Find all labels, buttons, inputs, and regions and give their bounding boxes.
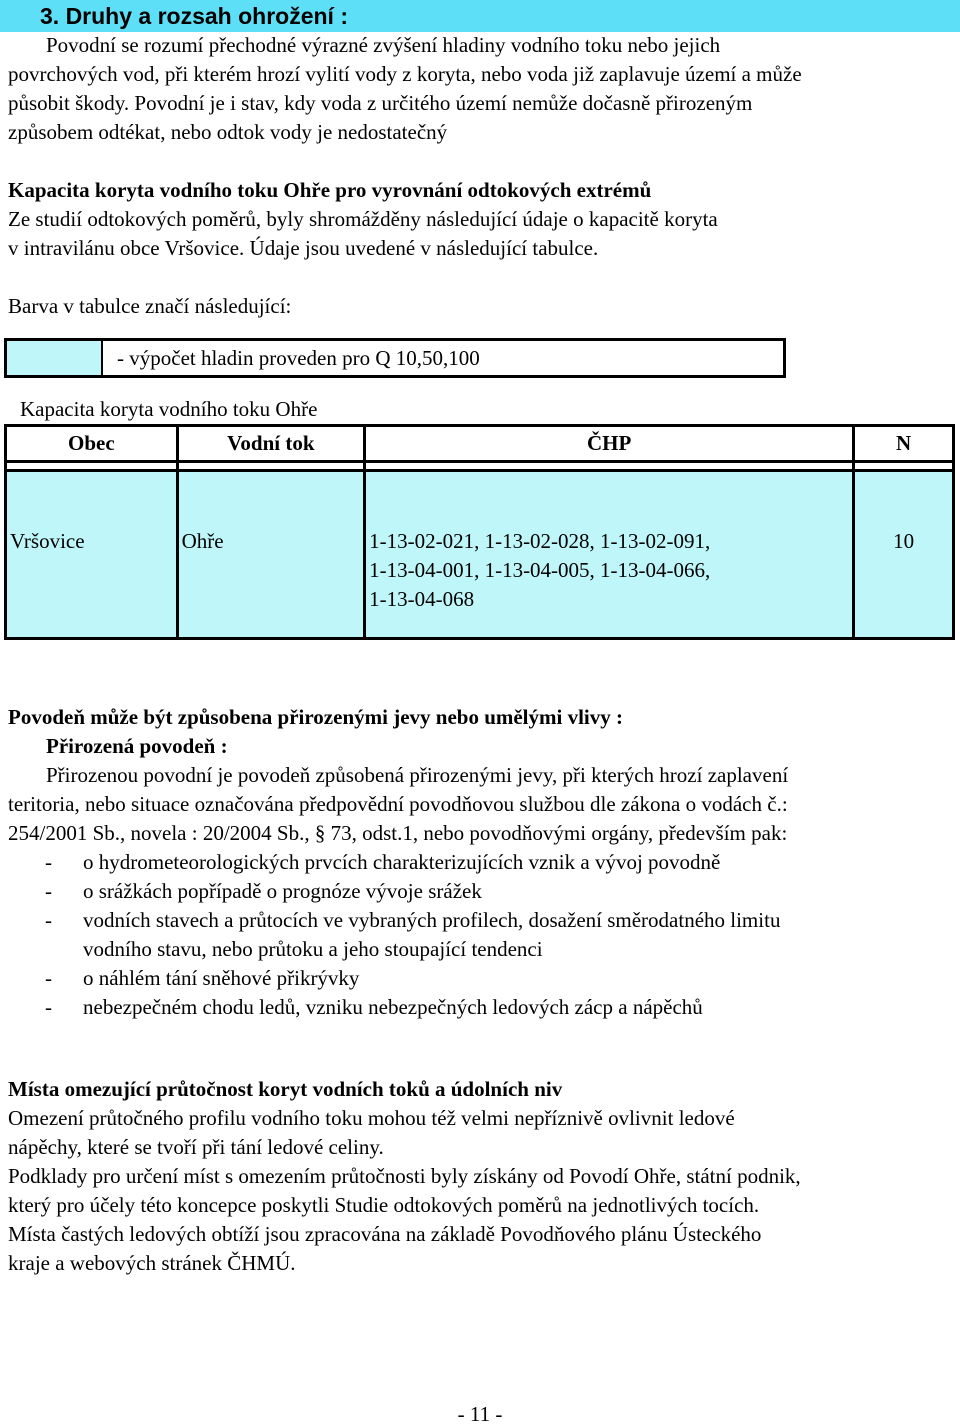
chp-line: 1-13-02-021, 1-13-02-028, 1-13-02-091, — [369, 529, 711, 553]
chp-line: 1-13-04-068 — [369, 587, 475, 611]
list-item: - nebezpečném chodu ledů, vzniku nebezpečných ledových zácp a nápěchů — [45, 995, 703, 1019]
table-header-row — [6, 426, 954, 462]
list-item: - o náhlém tání sněhové přikrývky — [45, 966, 360, 990]
cell-obec: Vršovice — [6, 471, 178, 639]
list-item-continuation: vodního stavu, nebo průtoku a jeho stoupající tendenci — [83, 937, 543, 961]
capacity-table — [4, 424, 955, 640]
intro-line: působit škody. Povodní je i stav, kdy voda z určitého území nemůže dočasně přirozeným — [8, 91, 753, 115]
chp-line: 1-13-04-001, 1-13-04-005, 1-13-04-066, — [369, 558, 711, 582]
table-row — [6, 471, 954, 639]
capacity-line: Ze studií odtokových poměrů, byly shromážděny následující údaje o kapacitě koryta — [8, 207, 718, 231]
header-obec: Obec — [6, 426, 178, 462]
color-legend-heading: Barva v tabulce značí následující: — [8, 294, 292, 318]
places-line: Místa častých ledových obtíží jsou zpracována na základě Povodňového plánu Ústeckého — [8, 1222, 762, 1246]
table-title: Kapacita koryta vodního toku Ohře — [20, 397, 318, 421]
capacity-line: v intravilánu obce Vršovice. Údaje jsou uvedené v následující tabulce. — [8, 236, 599, 260]
header-vodni-tok: Vodní tok — [177, 426, 364, 462]
places-line: kraje a webových stránek ČHMÚ. — [8, 1251, 296, 1275]
flood-heading: Povodeň může být způsobena přirozenými jevy nebo umělými vlivy : — [8, 705, 624, 729]
places-line: který pro účely této koncepce poskytli Studie odtokových poměrů na jednotlivých tocích. — [8, 1193, 760, 1217]
intro-line: způsobem odtékat, nebo odtok vody je nedostatečný — [8, 120, 448, 144]
cell-tok: Ohře — [177, 471, 364, 639]
flood-line: teritoria, nebo situace označována předpovědní povodňovou službou dle zákona o vodách č.: — [8, 792, 788, 816]
legend-text: - výpočet hladin proveden pro Q 10,50,100 — [117, 346, 480, 370]
places-line: Omezení průtočného profilu vodního toku mohou též velmi nepříznivě ovlivnit ledové — [8, 1106, 735, 1130]
intro-line: povrchových vod, při kterém hrozí vylití vody z koryta, nebo voda již zaplavuje území a může — [8, 62, 802, 86]
flood-subheading: Přirozená povodeň : — [46, 734, 228, 758]
intro-section — [8, 31, 802, 321]
places-line: nápěchy, které se tvoří při tání ledové celiny. — [8, 1135, 384, 1159]
list-item: - vodních stavech a průtocích ve vybraných profilech, dosažení směrodatného limitu — [45, 908, 781, 932]
flood-section — [8, 703, 788, 1022]
places-heading: Místa omezující průtočnost koryt vodních toků a údolních niv — [8, 1077, 563, 1101]
page-number: - 11 - — [457, 1402, 503, 1426]
color-legend — [4, 338, 786, 378]
list-item: - o hydrometeorologických prvcích charakterizujících vznik a vývoj povodně — [45, 850, 721, 874]
flood-line: 254/2001 Sb., novela : 20/2004 Sb., § 73, odst.1, nebo povodňovými orgány, především pak: — [8, 821, 788, 845]
section-heading: 3. Druhy a rozsah ohrožení : — [0, 0, 960, 32]
intro-line: Povodní se rozumí přechodné výrazné zvýšení hladiny vodního toku nebo jejich — [46, 33, 721, 57]
capacity-heading: Kapacita koryta vodního toku Ohře pro vyrovnání odtokových extrémů — [8, 178, 652, 202]
list-item: - o srážkách popřípadě o prognóze vývoje srážek — [45, 879, 482, 903]
legend-swatch — [7, 341, 103, 375]
cell-chp — [365, 471, 854, 639]
cell-n: 10 — [854, 471, 954, 639]
flood-line: Přirozenou povodní je povodeň způsobená přirozenými jevy, při kterých hrozí zaplavení — [46, 763, 789, 787]
places-section — [8, 1075, 801, 1278]
header-n: N — [854, 426, 954, 462]
places-line: Podklady pro určení míst s omezením průtočnosti byly získány od Povodí Ohře, státní podnik, — [8, 1164, 801, 1188]
header-chp: ČHP — [365, 426, 854, 462]
